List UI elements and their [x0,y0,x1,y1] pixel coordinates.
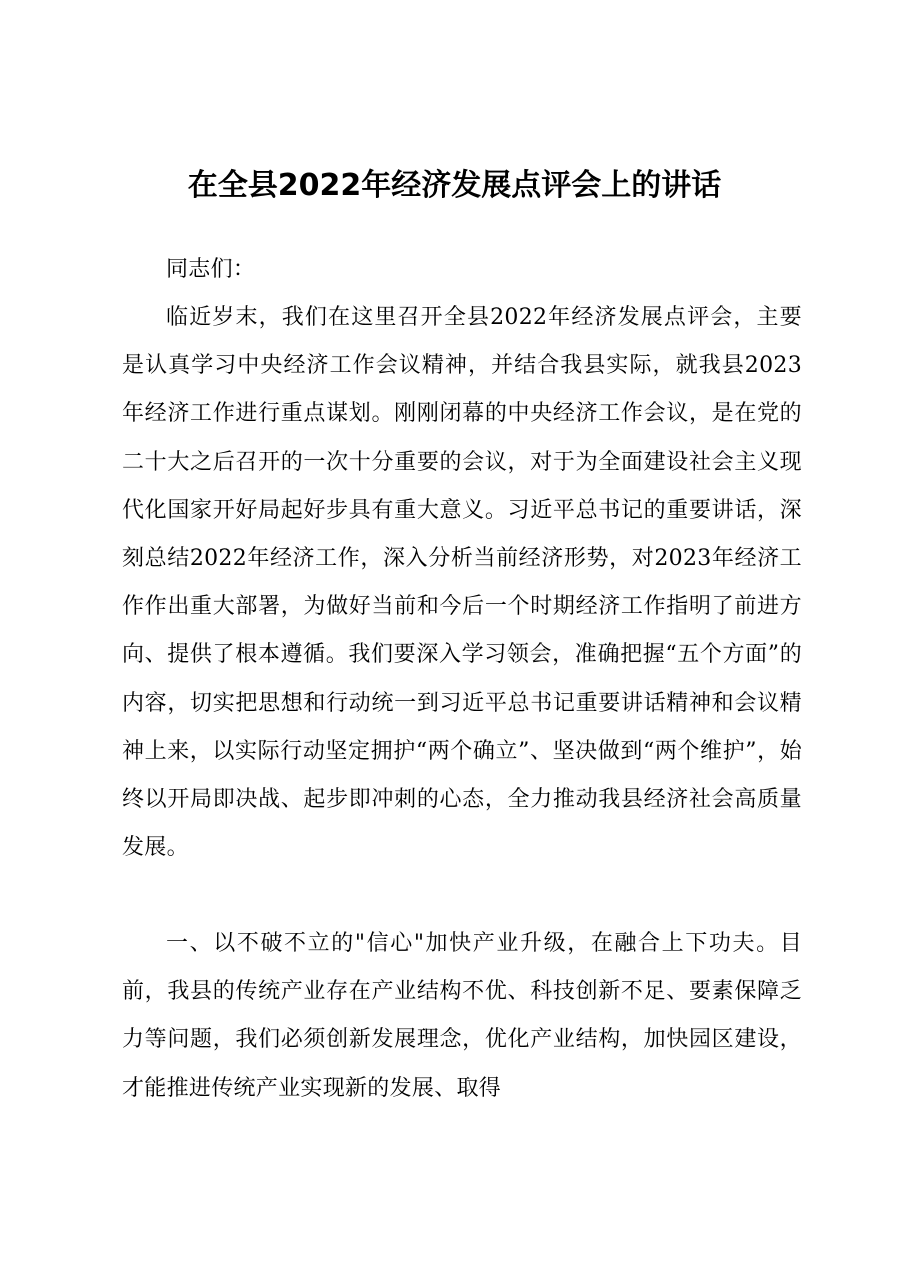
paragraph-2: 一、以不破不立的"信心"加快产业升级，在融合上下功夫。目前，我县的传统产业存在产业结构不优、科技创新不足、要素保障乏力等问题，我们必须创新发展理念，优化产业结构，加快园区建设，才能推进传统产业实现新的发展、取得 [122,931,802,1101]
document-title: 在全县2022年经济发展点评会上的讲话 [187,168,722,203]
paragraph-1: 临近岁末，我们在这里召开全县2022年经济发展点评会，主要是认真学习中央经济工作会议精神，并结合我县实际，就我县2023年经济工作进行重点谋划。刚刚闭幕的中央经济工作会议，是在党的二十大之后召开的一次十分重要的会议，对于为全面建设社会主义现代化国家开好局起好步具有重大意义。习近平总书记的重要讲话，深刻总结2022年经济工作，深入分析当前经济形势，对2023年经济工作作出重大部署，为做好当前和今后一个时期经济工作指明了前进方向、提供了根本遵循。我们要深入学习领会，准确把握“五个方面”的内容，切实把思想和行动统一到习近平总书记重要讲话精神和会议精神上来，以实际行动坚定拥护“两个确立”、坚决做到“两个维护”，始终以开局即决战、起步即冲刺的心态，全力推动我县经济社会高质量发展。 [122,305,802,861]
greeting-line: 同志们： [166,257,256,282]
